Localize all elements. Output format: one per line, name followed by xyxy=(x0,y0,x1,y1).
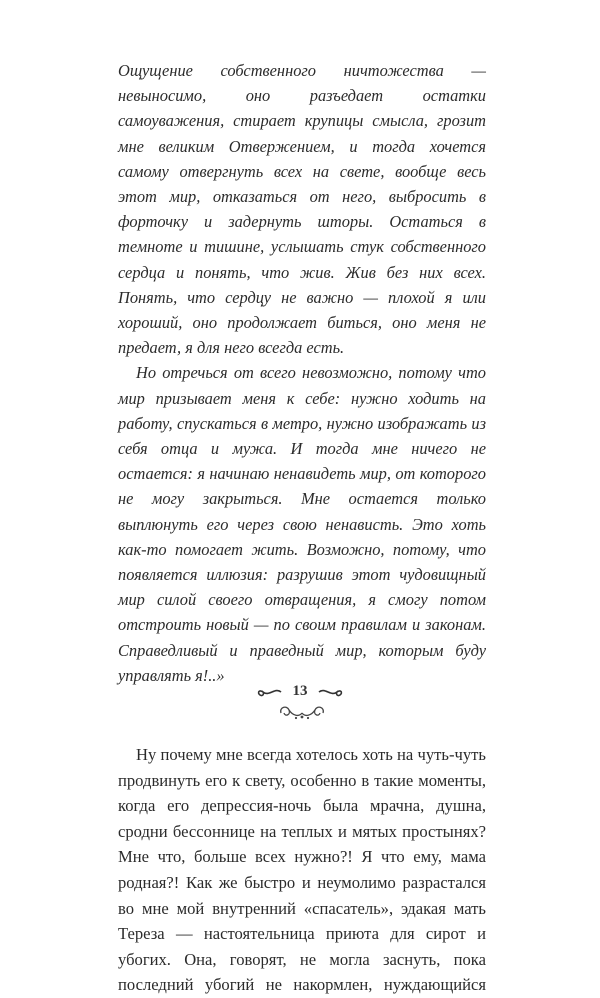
quoted-monologue xyxy=(118,58,486,688)
ornament-icon xyxy=(275,701,329,723)
narrative-text xyxy=(118,742,486,998)
page-number: 13 xyxy=(292,683,308,700)
folio-left-flourish-icon xyxy=(255,685,283,699)
folio-right-flourish-icon xyxy=(317,685,345,699)
page-footer xyxy=(0,683,600,700)
body-paragraph: Ну почему мне всегда хотелось хоть на чуть-чуть продвинуть его к свету, особенно в такие моменты, когда его депрессия-ночь была мрачна, душна, сродни бессоннице на теплых и мятых простынях? Мне что, больше всех нужно?! Я что ему, мама родная?! Как же быстро и неумолимо разрастался во мне мой внутренний «спасатель», эдакая мать Тереза — настоятельница приюта для сирот и убогих. Она, говорят, не могла заснуть, пока последний убогий не накормлен, нуждающийся xyxy=(118,745,486,995)
section-divider-ornament xyxy=(118,701,486,727)
italic-paragraph-2: Но отречься от всего невозможно, потому что мир призывает меня к себе: нужно ходить на работу, спускаться в метро, нужно изображать из себя отца и мужа. И тогда мне ничего не остается: я начинаю ненавидеть мир, от которого не могу закрыться. Мне остается только выплюнуть его через свою ненависть. Это хоть как-то помогает жить. Возможно, потому, что появляется иллюзия: разрушив этот чудовищный мир силой своего отвращения, я смогу потом отстроить новый — по своим правилам и законам. Справедливый и праведный мир, которым буду управлять я!..» xyxy=(118,363,486,685)
italic-paragraph-1: Ощущение собственного ничтожества — невыносимо, оно разъедает остатки самоуважения, стирает крупицы смысла, грозит мне великим Отвержением, и тогда хочется самому отвергнуть всех на свете, вообще весь этот мир, отказаться от него, выбросить в форточку и задернуть шторы. Остаться в темноте и тишине, услышать стук собственного сердца и понять, что жив. Жив без них всех. Понять, что сердцу не важно — плохой я или хороший, оно продолжает биться, оно меня не предает, я для него всегда есть. xyxy=(118,61,486,358)
page-content xyxy=(118,58,486,998)
